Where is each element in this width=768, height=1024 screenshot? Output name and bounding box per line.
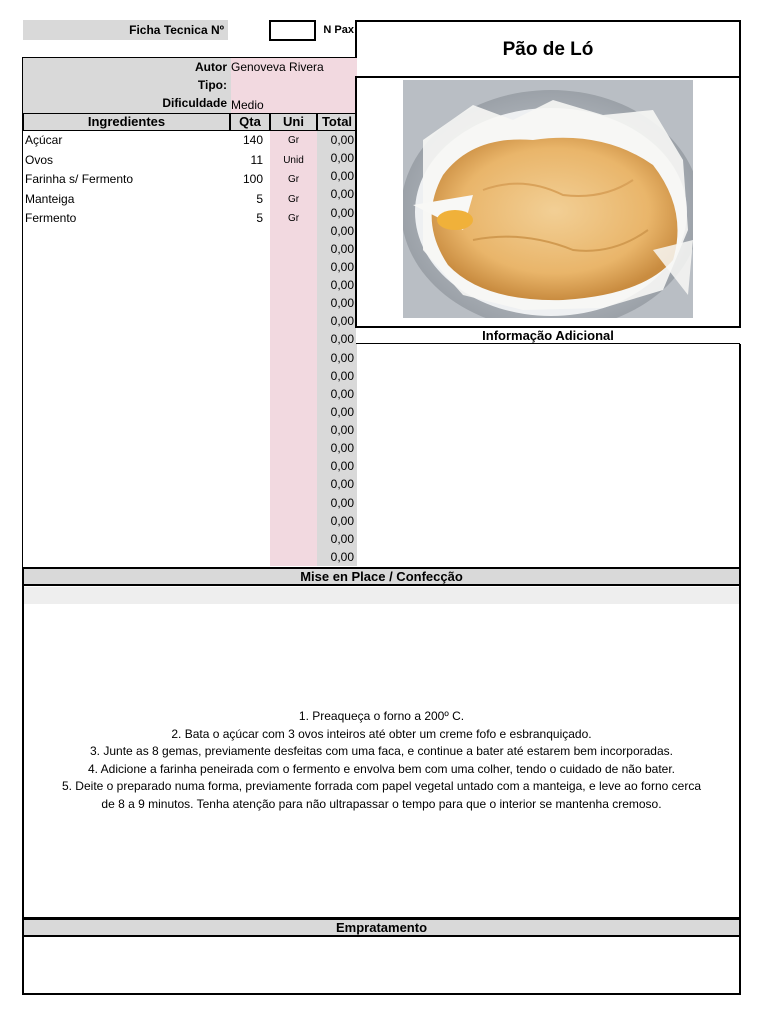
npax-label: N Pax — [323, 24, 354, 36]
autor-label: Autor — [195, 60, 227, 74]
ingredient-uni: Gr — [287, 135, 300, 146]
dificuldade-label: Dificuldade — [162, 96, 227, 110]
total-cell: 0,00 — [330, 495, 354, 510]
ingredient-uni: Gr — [287, 174, 300, 185]
total-cell: 0,00 — [330, 477, 354, 492]
total-cell: 0,00 — [330, 187, 354, 202]
step-line: 2. Bata o açúcar com 3 ovos inteiros até obter um creme fofo e esbranquiçado. — [171, 726, 592, 741]
mise-steps — [24, 708, 739, 813]
total-cell: 0,00 — [330, 205, 354, 220]
step-line: de 8 a 9 minutos. Tenha atenção para não ultrapassar o tempo para que o interior se mantenha cremoso. — [101, 796, 662, 811]
empratamento-title: Empratamento — [22, 918, 741, 937]
info-area[interactable] — [355, 344, 741, 567]
dificuldade-value: Medio — [231, 98, 264, 112]
mise-title: Mise en Place / Confecção — [22, 567, 741, 586]
ficha-number-field[interactable] — [269, 20, 316, 41]
header-uni: Uni — [270, 113, 317, 131]
ingredient-uni: Unid — [283, 154, 304, 166]
table-row — [23, 170, 317, 190]
ingredient-uni: Gr — [287, 213, 300, 224]
table-row — [23, 131, 317, 151]
header-ingredientes: Ingredientes — [23, 113, 230, 131]
total-cell: 0,00 — [330, 549, 354, 564]
total-cell: 0,00 — [330, 386, 354, 401]
ingredient-name: Farinha s/ Fermento — [25, 172, 134, 186]
meta-block — [22, 57, 356, 114]
totals-column — [320, 131, 354, 566]
ingredient-table — [22, 113, 356, 568]
tipo-label: Tipo: — [197, 78, 227, 92]
ingredient-qta: 5 — [256, 211, 263, 225]
total-cell: 0,00 — [330, 368, 354, 383]
total-cell: 0,00 — [330, 332, 354, 347]
ingredient-uni: Gr — [287, 193, 300, 205]
total-cell: 0,00 — [330, 531, 354, 546]
cake-photo — [403, 80, 693, 318]
total-cell: 0,00 — [330, 241, 354, 256]
header-qta: Qta — [230, 113, 270, 131]
step-line: 1. Preaqueça o forno a 200º C. — [298, 709, 465, 723]
total-cell: 0,00 — [330, 278, 354, 292]
mise-area — [22, 585, 741, 919]
step-line: 3. Junte as 8 gemas, previamente desfeitas com uma faca, e continue a bater até estarem bem incorporadas. — [90, 744, 673, 758]
empratamento-area[interactable] — [22, 936, 741, 995]
total-cell: 0,00 — [330, 259, 354, 274]
recipe-title: Pão de Ló — [502, 39, 594, 60]
header-total: Total — [317, 113, 357, 131]
total-cell: 0,00 — [330, 169, 354, 184]
ingredient-name: Fermento — [25, 211, 77, 225]
ingredient-qta: 11 — [250, 152, 263, 167]
ingredient-qta: 100 — [242, 172, 263, 186]
photo-panel — [355, 76, 741, 328]
total-cell: 0,00 — [330, 459, 354, 474]
ingredient-name: Manteiga — [25, 191, 75, 206]
ficha-label: Ficha Tecnica Nº — [23, 20, 228, 40]
total-cell: 0,00 — [330, 513, 354, 528]
autor-value: Genoveva Rivera — [231, 60, 324, 74]
ingredient-qta: 5 — [256, 191, 263, 206]
total-cell: 0,00 — [330, 296, 354, 311]
step-line: 4. Adicione a farinha peneirada com o fermento e envolva bem com uma colher, tendo o cuidado de não bater. — [87, 761, 676, 776]
info-title: Informação Adicional — [356, 327, 740, 344]
total-cell: 0,00 — [330, 133, 354, 147]
total-cell: 0,00 — [330, 151, 354, 166]
step-line: 5. Deite o preparado numa forma, previamente forrada com papel vegetal untado com a manteiga, e leve ao forno cerca — [61, 779, 702, 793]
table-row — [23, 209, 317, 229]
total-cell: 0,00 — [330, 441, 354, 456]
total-cell: 0,00 — [330, 223, 354, 238]
total-cell: 0,00 — [330, 350, 354, 365]
total-cell: 0,00 — [330, 423, 354, 437]
table-row — [23, 190, 317, 210]
recipe-title-box — [355, 20, 741, 78]
total-cell: 0,00 — [330, 404, 354, 419]
total-cell: 0,00 — [330, 314, 354, 329]
ingredient-name: Ovos — [25, 152, 54, 167]
table-row — [23, 151, 317, 171]
ingredient-name: Açúcar — [25, 133, 63, 147]
ingredient-qta: 140 — [242, 133, 263, 147]
